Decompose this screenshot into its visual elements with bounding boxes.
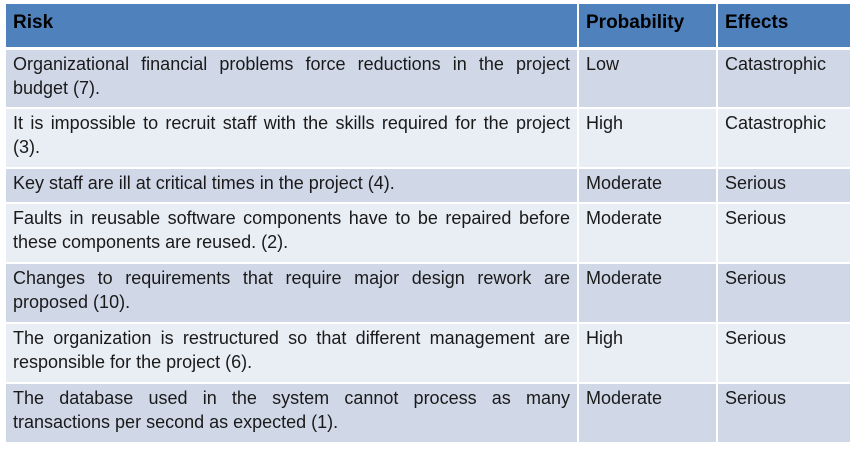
table-row (6, 323, 850, 383)
risk-cell: Changes to requirements that require major design rework are proposed (10). (6, 263, 578, 323)
risk-table (6, 4, 850, 444)
risk-cell: The organization is restructured so that different management are responsible for the project (6). (6, 323, 578, 383)
probability-cell: High (578, 323, 717, 383)
header-row (6, 4, 850, 48)
risk-cell: It is impossible to recruit staff with the skills required for the project (3). (6, 108, 578, 168)
probability-cell: High (578, 108, 717, 168)
table-row (6, 168, 850, 203)
table-row (6, 203, 850, 263)
table-row (6, 48, 850, 108)
probability-cell: Moderate (578, 263, 717, 323)
effects-cell: Serious (717, 203, 850, 263)
risk-table-container (6, 4, 850, 444)
effects-cell: Serious (717, 263, 850, 323)
effects-cell: Serious (717, 323, 850, 383)
table-row (6, 263, 850, 323)
probability-cell: Moderate (578, 383, 717, 443)
effects-cell: Serious (717, 383, 850, 443)
risk-cell: Organizational financial problems force reductions in the project budget (7). (6, 48, 578, 108)
effects-cell: Serious (717, 168, 850, 203)
header-probability: Probability (578, 4, 717, 48)
effects-cell: Catastrophic (717, 48, 850, 108)
effects-cell: Catastrophic (717, 108, 850, 168)
probability-cell: Moderate (578, 168, 717, 203)
table-row (6, 108, 850, 168)
probability-cell: Low (578, 48, 717, 108)
header-risk: Risk (6, 4, 578, 48)
risk-cell: Key staff are ill at critical times in the project (4). (6, 168, 578, 203)
header-effects: Effects (717, 4, 850, 48)
risk-cell: Faults in reusable software components have to be repaired before these components are reused. (2). (6, 203, 578, 263)
risk-cell: The database used in the system cannot process as many transactions per second as expected (1). (6, 383, 578, 443)
table-row (6, 383, 850, 443)
probability-cell: Moderate (578, 203, 717, 263)
